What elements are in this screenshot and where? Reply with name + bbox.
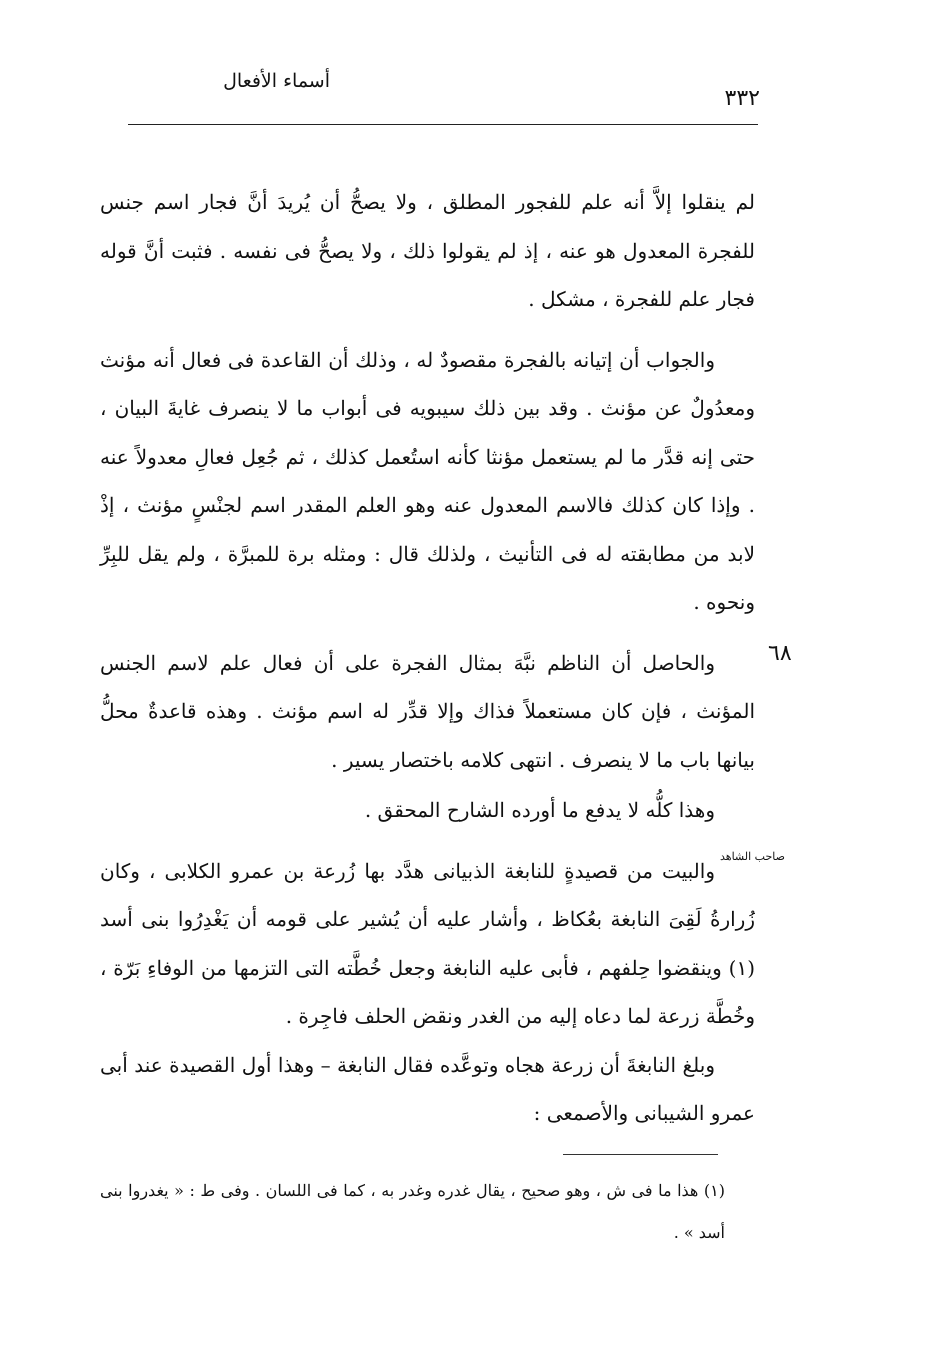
paragraph-3: والحاصل أن الناظم نبَّهَ بمثال الفجرة على أن فعال علم لاسم الجنس المؤنث ، فإن كان مستعملاً فذاك وإلا قدِّر له اسم مؤنث . وهذه قاعدةٌ محلُّ بيانها باب ما لا ينصرف . انتهى كلامه باختصار يسير . <box>100 650 755 772</box>
page-number: ٣٣٢ <box>724 86 760 111</box>
running-title: أسماء الأفعال <box>223 70 330 92</box>
paragraph-4: وهذا كلُّه لا يدفع ما أورده الشارح المحقق . <box>364 798 715 822</box>
paragraph-6: وبلغ النابغةَ أن زرعة هجاه وتوعَّده فقال النابغة – وهذا أول القصيدة عند أبى عمرو الشيبانى والأصمعى : <box>100 1052 755 1125</box>
paragraph-5: والبيت من قصيدةٍ للنابغة الذبيانى هدَّد بها زُرعة بن عمرو الكلابى ، وكان زُرارةُ لَقِىَ النابغة بعُكاظ ، وأشار عليه أن يُشير على قومه أن يَغْدِرُوا بنى أسد (١) وينقضوا حِلفهم ، فأبى عليه النابغة وجعل خُطَّته التى التزمها من الوفاءِ بَرّة ، وخُطَّة زرعة لما دعاه إليه من الغدر ونقض الحلف فاجِرة . <box>100 858 755 1028</box>
paragraph-2: والجواب أن إتيانه بالفجرة مقصودٌ له ، وذلك أن القاعدة فى فعال أنه مؤنث ومعدُولٌ عن مؤنث . وقد بين ذلك سيبويه فى أبواب ما لا ينصرف غايةَ البيان ، حتى إنه قدَّر ما لم يستعمل مؤنثا كأنه استُعمل كذلك ، ثم جُعِل فعالِ معدولاً عنه . وإذا كان كذلك فالاسم المعدول عنه وهو العلم المقدر اسم لجنْسٍ مؤنث ، إذْ لابد من مطابقته له فى التأنيث ، ولذلك قال : ومثله برة للمبرَّة ، ولم يقل للبِرِّ ونحوه . <box>100 347 755 614</box>
footnote-rule <box>563 1154 718 1155</box>
footnote-1: (١) هذا ما فى ش ، وهو صحيح ، يقال غدره وغدر به ، كما فى اللسان . وفى ط : « يغدروا بنى أسد » . <box>100 1181 725 1242</box>
footnotes <box>100 1170 725 1254</box>
margin-note: صاحب الشاهد <box>720 850 785 863</box>
body-text <box>100 178 755 1138</box>
paragraph-1: لم ينقلوا إلاَّ أنه علم للفجور المطلق ، ولا يصحُّ أن يُريدَ أنَّ فجار اسم جنس للفجرة المعدول هو عنه ، إذ لم يقولوا ذلك ، ولا يصحُّ فى نفسه . فثبت أنَّ قوله فجار علم للفجرة ، مشكل . <box>100 190 755 311</box>
margin-number: ٦٨ <box>768 641 792 666</box>
header-rule <box>128 124 758 125</box>
